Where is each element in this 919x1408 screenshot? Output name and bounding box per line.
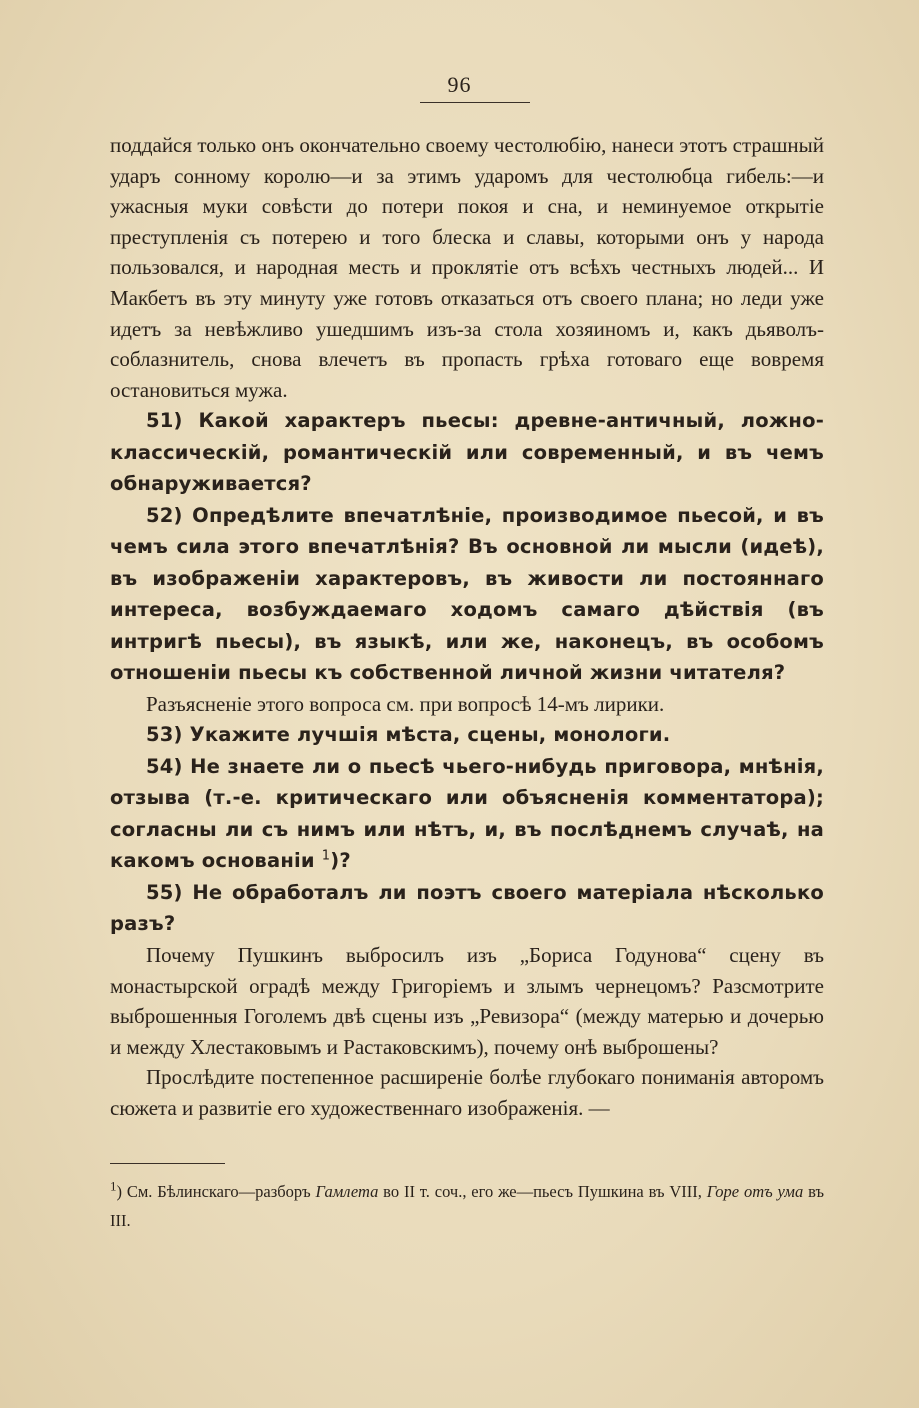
page-body (110, 130, 824, 1124)
footnote-text-c: во II т. соч., его же—пьесъ Пушкина въ VIII, (378, 1182, 707, 1201)
paragraph-pushkin-gogol: Почему Пушкинъ выбросилъ изъ „Бориса Годунова“ сцену въ монастырской оградѣ между Григоріемъ и злымъ чернецомъ? Разсмотрите выброшенныя Гоголемъ двѣ сцены изъ „Ревизора“ (между матерью и дочерью и между Хлестаковымъ и Растаковскимъ), почему онѣ выброшены? (110, 942, 824, 1059)
paragraph-trace: Прослѣдите постепенное расширеніе болѣе глубокаго пониманія авторомъ сюжета и развитіе его художественнаго изображенія. — (110, 1065, 824, 1120)
footnote-reference: 1 (321, 848, 331, 864)
footnote-marker: 1 (110, 1178, 117, 1194)
question-53: 53) Укажите лучшія мѣста, сцены, монологи. (146, 723, 671, 747)
question-54-text: 54) Не знаете ли о пьесѣ чьего-нибудь приговора, мнѣнія, отзыва (т.-е. критическаго или объясненія комментатора); согласны ли съ нимъ или нѣтъ, и, въ послѣднемъ случаѣ, на какомъ основаніи (110, 754, 824, 873)
question-52: 52) Опредѣлите впечатлѣніе, производимое пьесой, и въ чемъ сила этого впечатлѣнія? Въ основной ли мысли (идеѣ), въ изображеніи характеровъ, въ живости ли постояннаго интереса, возбуждаемаго ходомъ самаго дѣйствія (въ интригѣ пьесы), въ языкѣ, или же, наконецъ, въ особомъ отношеніи пьесы къ собственной личной жизни читателя? (110, 503, 824, 685)
question-55: 55) Не обработалъ ли поэтъ своего матеріала нѣсколько разъ? (110, 880, 824, 936)
footnote-hamlet: Гамлета (315, 1182, 379, 1201)
footnote-rule (110, 1163, 225, 1164)
footnote-text-a: ) См. Бѣлинскаго—разборъ (116, 1182, 316, 1201)
header-rule (420, 102, 530, 103)
question-54 (110, 751, 824, 877)
footnote-text-e: въ III. (110, 1182, 824, 1230)
question-54-end: )? (330, 849, 351, 873)
note-question-52: Разъясненіе этого вопроса см. при вопросѣ 14-мъ лирики. (146, 691, 665, 716)
footnote (110, 1177, 824, 1235)
page-number: 96 (447, 72, 472, 97)
footnote-gore-ot-uma: Горе отъ ума (706, 1182, 804, 1201)
question-51: 51) Какой характеръ пьесы: древне-античный, ложно-классическій, романтическій или современный, и въ чемъ обнаруживается? (110, 409, 824, 496)
paragraph-macbeth: поддайся только онъ окончательно своему честолюбію, нанеси этотъ страшный ударъ сонному королю—и за этимъ ударомъ для честолюбца гибель:—и ужасныя муки совѣсти до потери покоя и сна, и неминуемое открытіе преступленія съ потерею и того блеска и славы, которыми онъ у народа пользовался, и народная месть и проклятіе отъ всѣхъ честныхъ людей... И Макбетъ въ эту минуту уже готовъ отказаться отъ своего плана; но леди уже идетъ за невѣжливо ушедшимъ изъ-за стола хозяиномъ и, какъ дьяволъ-соблазнитель, снова влечетъ въ пропасть грѣха готоваго еще вовремя остановиться мужа. (110, 133, 824, 402)
